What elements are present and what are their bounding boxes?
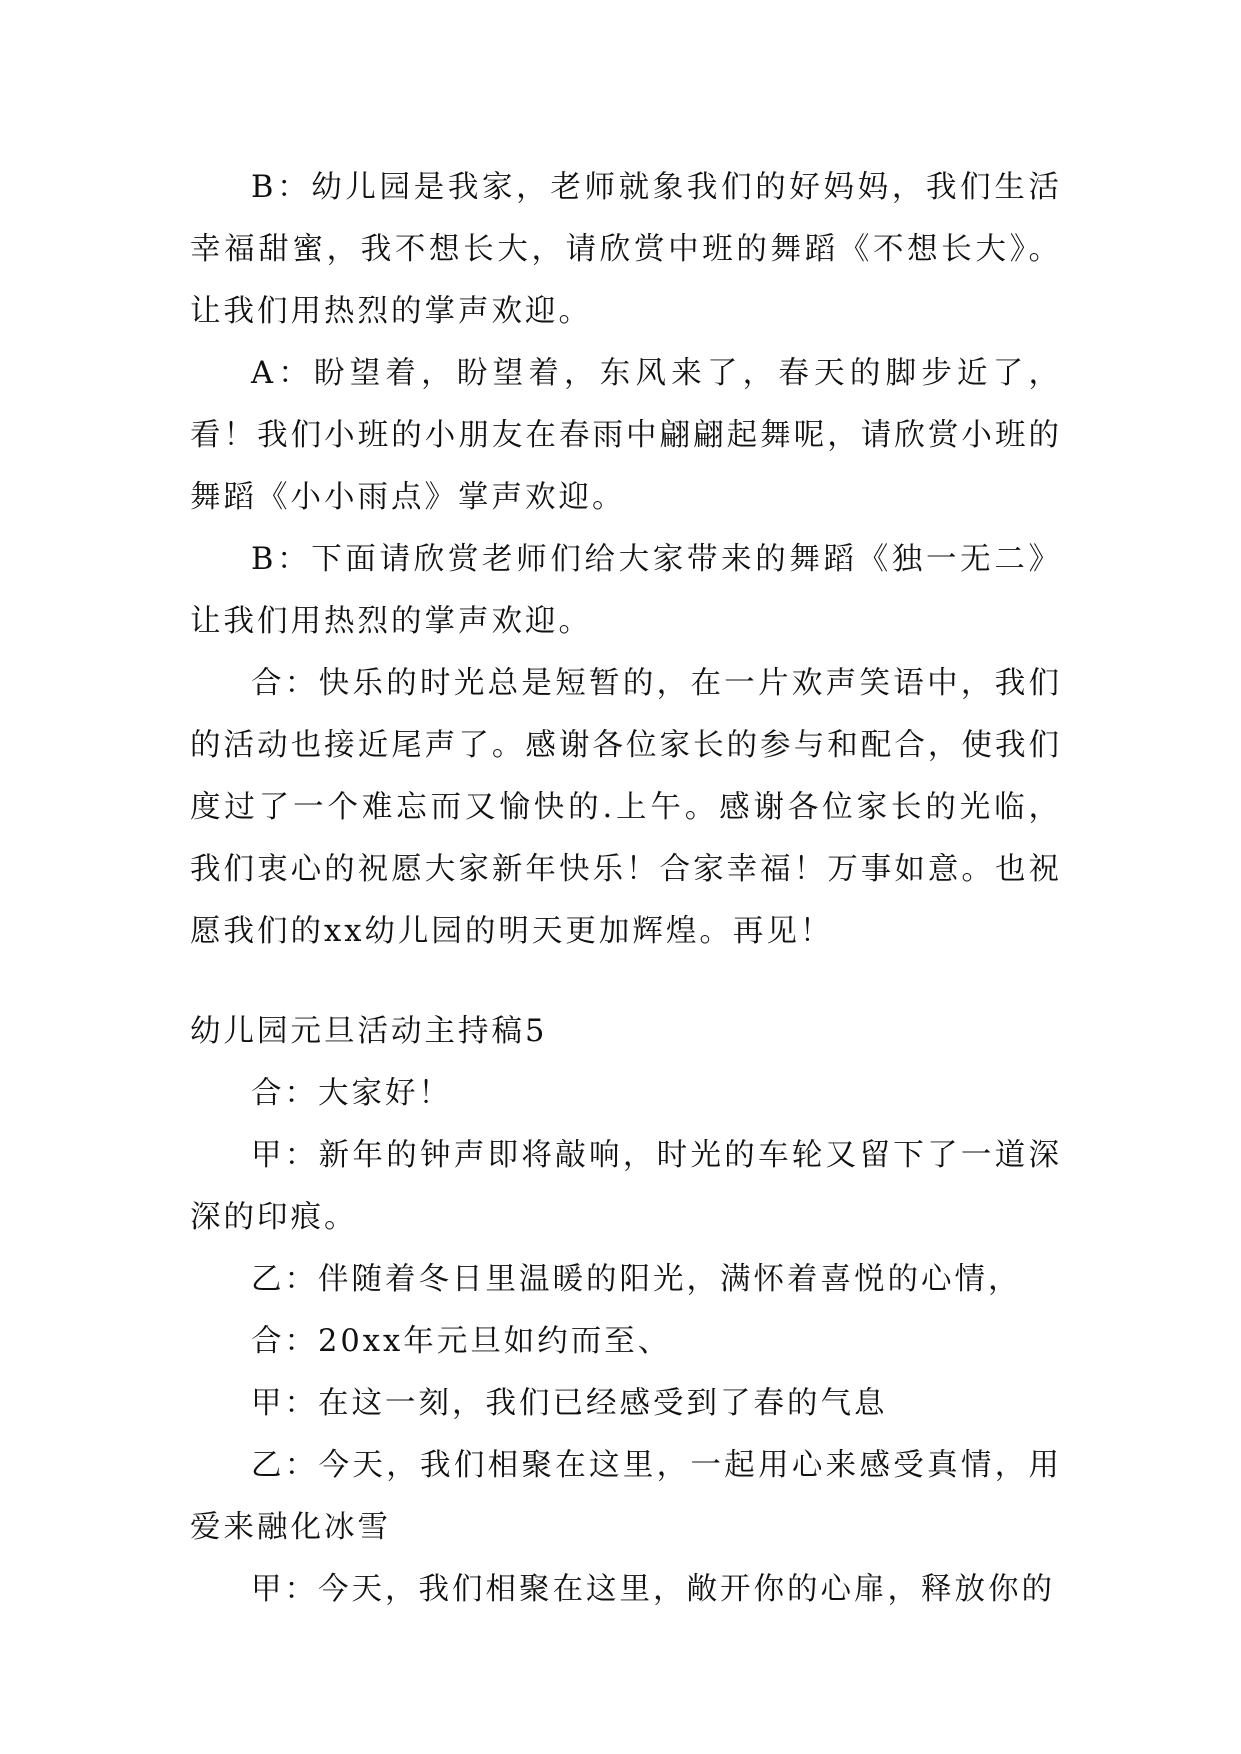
paragraph: 乙：今天，我们相聚在这里，一起用心来感受真情，用爱来融化冰雪 xyxy=(190,1448,1062,1545)
section-title: 幼儿园元旦活动主持稿5 xyxy=(190,1014,548,1049)
paragraph: 合：快乐的时光总是短暂的，在一片欢声笑语中，我们的活动也接近尾声了。感谢各位家长的参与和配合，使我们度过了一个难忘而又愉快的.上午。感谢各位家长的光临，我们衷心的祝愿大家新年快乐！合家幸福！万事如意。也祝愿我们的xx幼儿园的明天更加辉煌。再见！ xyxy=(190,666,1062,949)
paragraph: 乙：伴随着冬日里温暖的阳光，满怀着喜悦的心情， xyxy=(251,1262,1022,1297)
paragraph: 甲：今天，我们相聚在这里，敞开你的心扉，释放你的 xyxy=(251,1572,1055,1607)
document-body xyxy=(190,157,1062,1621)
paragraph: B：幼儿园是我家，老师就象我们的好妈妈，我们生活幸福甜蜜，我不想长大，请欣赏中班的舞蹈《不想长大》。让我们用热烈的掌声欢迎。 xyxy=(190,170,1062,329)
paragraph: 合：20xx年元旦如约而至、 xyxy=(251,1324,672,1359)
paragraph: 合：大家好！ xyxy=(251,1076,452,1111)
paragraph: 甲：在这一刻，我们已经感受到了春的气息 xyxy=(251,1386,888,1421)
paragraph: B：下面请欣赏老师们给大家带来的舞蹈《独一无二》让我们用热烈的掌声欢迎。 xyxy=(190,542,1062,639)
paragraph: 甲：新年的钟声即将敲响，时光的车轮又留下了一道深深的印痕。 xyxy=(190,1138,1062,1235)
paragraph: A：盼望着，盼望着，东风来了，春天的脚步近了，看！我们小班的小朋友在春雨中翩翩起舞呢，请欣赏小班的舞蹈《小小雨点》掌声欢迎。 xyxy=(190,356,1062,515)
